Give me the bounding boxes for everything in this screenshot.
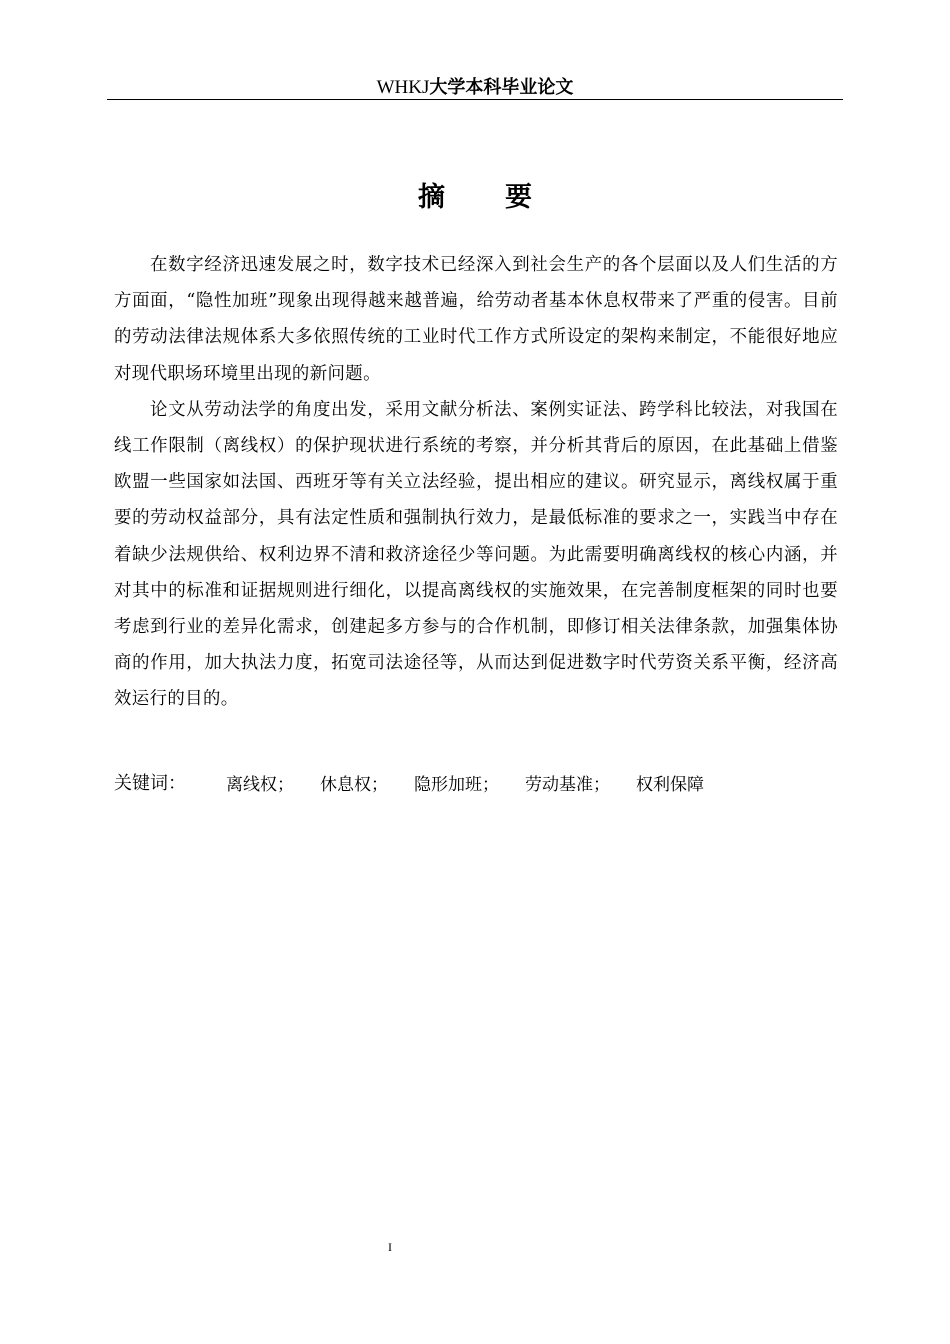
abstract-paragraph-2: 论文从劳动法学的角度出发，采用文献分析法、案例实证法、跨学科比较法，对我国在线工作限制（离线权）的保护现状进行系统的考察，并分析其背后的原因，在此基础上借鉴欧盟一些国家如法国、西班牙等有关立法经验，提出相应的建议。研究显示，离线权属于重要的劳动权益部分，具有法定性质和强制执行效力，是最低标准的要求之一，实践当中存在着缺少法规供给、权利边界不清和救济途径少等问题。为此需要明确离线权的核心内涵，并对其中的标准和证据规则进行细化，以提高离线权的实施效果，在完善制度框架的同时也要考虑到行业的差异化需求，创建起多方参与的合作机制，即修订相关法律条款，加强集体协商的作用，加大执法力度，拓宽司法途径等，从而达到促进数字时代劳资关系平衡，经济高效运行的目的。 <box>114 399 838 710</box>
keyword-item: 权利保障 <box>636 774 704 795</box>
keyword-item: 劳动基准； <box>525 774 610 795</box>
page-header <box>107 74 843 100</box>
abstract-body <box>114 247 838 718</box>
header-title: 大学本科毕业论文 <box>429 77 574 98</box>
page-number: I <box>388 1240 392 1254</box>
abstract-title: 摘要 <box>418 182 592 213</box>
keywords-line <box>114 764 730 800</box>
abstract-paragraph-1: 在数字经济迅速发展之时，数字技术已经深入到社会生产的各个层面以及人们生活的方方面面，“隐性加班”现象出现得越来越普遍，给劳动者基本休息权带来了严重的侵害。目前的劳动法律法规体系大多依照传统的工业时代工作方式所设定的架构来制定，不能很好地应对现代职场环境里出现的新问题。 <box>114 255 838 384</box>
keyword-item: 离线权； <box>226 774 294 795</box>
keyword-item: 休息权； <box>320 774 388 795</box>
keywords-label: 关键词： <box>114 773 186 794</box>
keyword-item: 隐形加班； <box>414 774 499 795</box>
header-rule <box>107 99 843 100</box>
header-prefix: WHKJ <box>376 77 430 98</box>
